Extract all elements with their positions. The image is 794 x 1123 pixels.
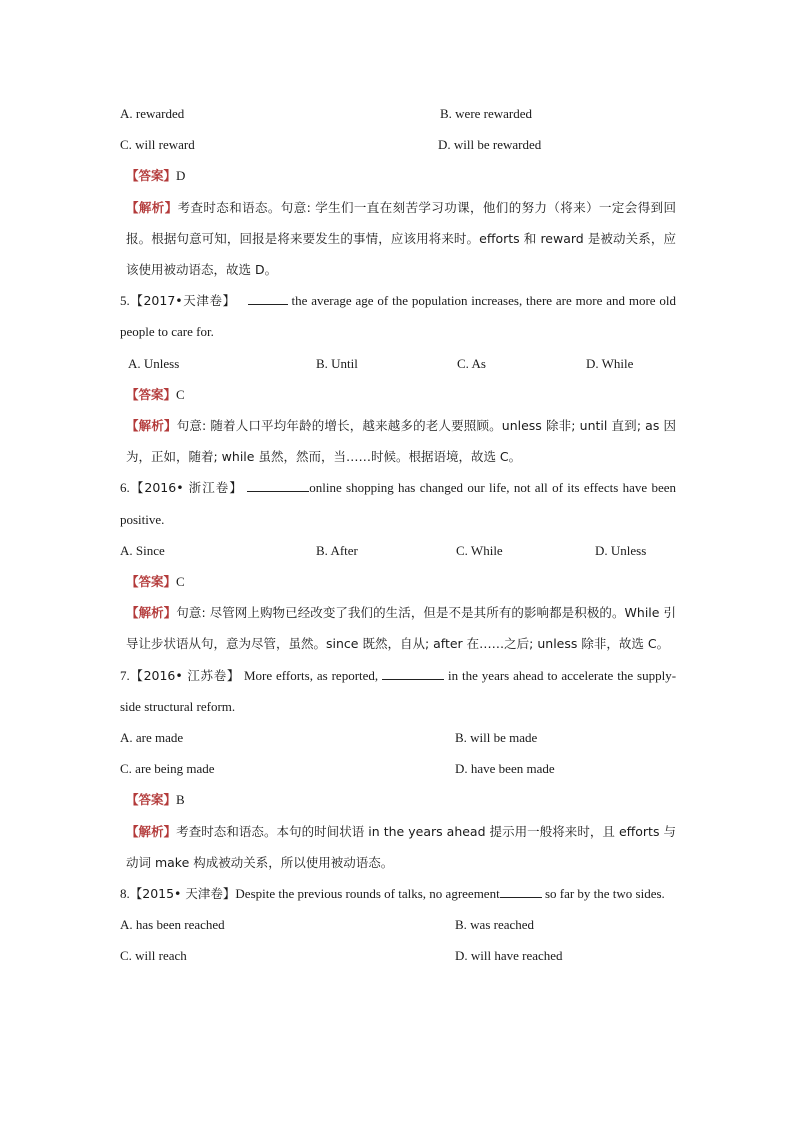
q5-number: 5.	[120, 293, 130, 309]
q6-option-c: C. While	[456, 542, 503, 558]
answer-value: B	[176, 792, 185, 808]
q7-stem-before: More efforts, as reported,	[243, 667, 379, 683]
q8-option-a: A. has been reached	[120, 917, 225, 933]
q7-analysis	[120, 816, 676, 878]
answer-tag: 【答案】	[126, 386, 177, 402]
q4-answer	[120, 160, 676, 191]
q5-option-a: A. Unless	[128, 355, 180, 371]
answer-tag: 【答案】	[126, 168, 177, 184]
q6-answer	[120, 566, 676, 597]
q8-blank	[500, 885, 542, 898]
q7-stem	[120, 660, 676, 722]
q5-source: 【2017•天津卷】	[129, 293, 236, 309]
q6-stem	[120, 472, 676, 534]
q7-number: 7.	[120, 667, 130, 683]
q8-number: 8.	[120, 885, 130, 901]
q6-option-b: B. After	[316, 542, 358, 558]
q7-options-row-1	[120, 722, 676, 753]
q8-options-row-1	[120, 909, 676, 940]
q4-analysis	[120, 192, 676, 286]
q8-stem	[120, 878, 676, 909]
q5-options-row	[120, 348, 676, 379]
analysis-tag: 【解析】	[126, 823, 177, 839]
analysis-tag: 【解析】	[126, 417, 177, 433]
q7-blank	[382, 667, 444, 680]
q4-options-row-2	[120, 129, 676, 160]
q5-stem-text: the average age of the population increases, there are more and more old people to care for.	[120, 293, 677, 340]
analysis-tag: 【解析】	[126, 199, 178, 215]
q4-option-a: A. rewarded	[120, 106, 185, 121]
q7-options-row-2	[120, 753, 676, 784]
q6-stem-text: online shopping has changed our life, not all of its effects have been positive.	[120, 480, 676, 527]
q4-option-d: D. will be rewarded	[438, 137, 542, 153]
answer-value: D	[176, 168, 186, 184]
q6-blank	[247, 479, 309, 492]
q6-analysis	[120, 597, 676, 659]
analysis-text: 考查时态和语态。句意: 学生们一直在刻苦学习功课，他们的努力（将来）一定会得到回报。根据句意可知，回报是将来要发生的事情，应该用将来时。efforts 和 reward 是被动关系，应该使用被动语态，故选 D。	[126, 199, 676, 277]
q7-option-a: A. are made	[120, 729, 184, 745]
q7-option-b: B. will be made	[455, 729, 538, 745]
q7-source: 【2016• 江苏卷】	[129, 667, 241, 683]
q4-option-b: B. were rewarded	[440, 106, 533, 121]
q8-source: 【2015• 天津卷】	[129, 885, 236, 901]
q5-option-d: D. While	[586, 355, 634, 371]
q5-answer	[120, 379, 676, 410]
q8-stem-after: so far by the two sides.	[544, 885, 665, 901]
analysis-text: 考查时态和语态。本句的时间状语 in the years ahead 提示用一般将来时，且 efforts 与动词 make 构成被动关系，所以使用被动语态。	[126, 823, 676, 870]
q7-option-d: D. have been made	[455, 761, 555, 777]
analysis-tag: 【解析】	[126, 605, 177, 621]
q4-option-c: C. will reward	[120, 137, 195, 153]
q6-option-d: D. Unless	[595, 542, 647, 558]
q4-options-row-1	[120, 98, 676, 129]
q6-options-row	[120, 535, 676, 566]
answer-value: C	[176, 386, 185, 402]
q8-stem-before: Despite the previous rounds of talks, no agreement	[235, 885, 500, 901]
analysis-text: 句意: 尽管网上购物已经改变了我们的生活，但是不是其所有的影响都是积极的。While 引导让步状语从句，意为尽管，虽然。since 既然，自从; after 在……之后; unless 除非，故选 C。	[126, 605, 676, 652]
analysis-text: 句意: 随着人口平均年龄的增长，越来越多的老人要照顾。unless 除非; until 直到; as 因为，正如，随着; while 虽然，然而，当……时候。根据语境，故选 C。	[126, 417, 676, 465]
q6-number: 6.	[120, 480, 130, 496]
q8-option-d: D. will have reached	[455, 948, 563, 964]
q5-option-c: C. As	[457, 355, 486, 371]
q5-option-b: B. Until	[316, 355, 358, 371]
q7-answer	[120, 784, 676, 815]
q6-source: 【2016• 浙江卷】	[129, 480, 243, 496]
q5-blank	[248, 292, 288, 305]
q8-options-row-2	[120, 940, 676, 971]
answer-tag: 【答案】	[126, 573, 177, 589]
q5-stem	[120, 285, 676, 347]
q7-option-c: C. are being made	[120, 761, 215, 777]
q5-analysis	[120, 410, 676, 472]
answer-value: C	[176, 573, 185, 589]
exercise-page	[120, 98, 676, 972]
q7-stem-after: in the years ahead to accelerate the supply-side structural reform.	[120, 667, 677, 714]
answer-tag: 【答案】	[126, 792, 177, 808]
q8-option-b: B. was reached	[455, 917, 535, 933]
q6-option-a: A. Since	[120, 542, 165, 558]
q8-option-c: C. will reach	[120, 948, 187, 964]
